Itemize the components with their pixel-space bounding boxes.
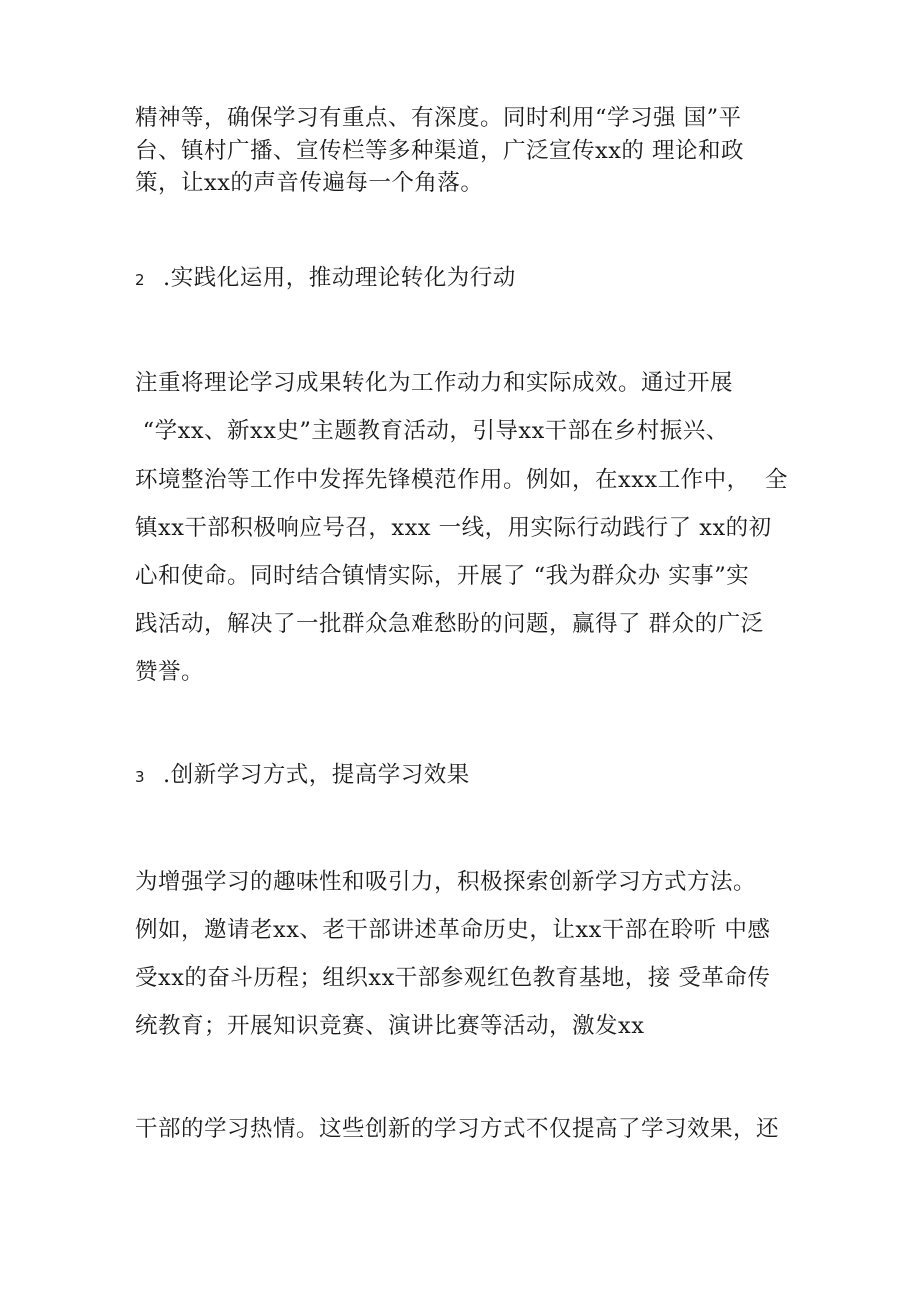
paragraph-2-line-1: 注重将理论学习成果转化为工作动力和实际成效。通过开展 xyxy=(135,370,734,396)
paragraph-2-line-5: 心和使命。同时结合镇情实际，开展了 “我为群众办 实事”实 xyxy=(135,563,750,589)
paragraph-3-line-1: 为增强学习的趣味性和吸引力，积极探索创新学习方式方法。 xyxy=(135,869,757,895)
section-2-title: .实践化运用，推动理论转化为行动 xyxy=(163,265,516,291)
section-2-number: 2 xyxy=(135,271,146,289)
paragraph-1-line-3: 策，让xx的声音传遍每一个角落。 xyxy=(135,170,484,196)
paragraph-3-line-3: 受xx的奋斗历程；组织xx干部参观红色教育基地，接 受革命传 xyxy=(135,965,771,991)
paragraph-2-line-3: 环境整治等工作中发挥先锋模范作用。例如，在xxx工作中， 全 xyxy=(135,467,788,493)
section-3-heading xyxy=(135,760,470,792)
paragraph-3-line-2: 例如，邀请老xx、老干部讲述革命历史，让xx干部在聆听 中感 xyxy=(135,917,771,943)
section-2-heading xyxy=(135,263,516,295)
paragraph-4-line-1: 干部的学习热情。这些创新的学习方式不仅提高了学习效果，还 xyxy=(135,1116,780,1142)
paragraph-2-line-4: 镇xx干部积极响应号召，xxx 一线，用实际行动践行了 xx的初 xyxy=(135,515,772,541)
paragraph-3-line-4: 统教育；开展知识竞赛、演讲比赛等活动，激发xx xyxy=(135,1013,645,1039)
paragraph-2-line-2: “学xx、新xx史”主题教育活动，引导xx干部在乡村振兴、 xyxy=(135,418,729,444)
paragraph-1-line-1: 精神等，确保学习有重点、有深度。同时利用“学习强 国”平 xyxy=(135,105,742,131)
paragraph-2-line-7: 赞誉。 xyxy=(135,659,205,685)
paragraph-2-line-6: 践活动，解决了一批群众急难愁盼的问题，赢得了 群众的广泛 xyxy=(135,611,764,637)
section-3-number: 3 xyxy=(135,768,146,786)
section-3-title: .创新学习方式，提高学习效果 xyxy=(163,762,470,788)
paragraph-1-line-2: 台、镇村广播、宣传栏等多种渠道，广泛宣传xx的 理论和政 xyxy=(135,138,745,164)
